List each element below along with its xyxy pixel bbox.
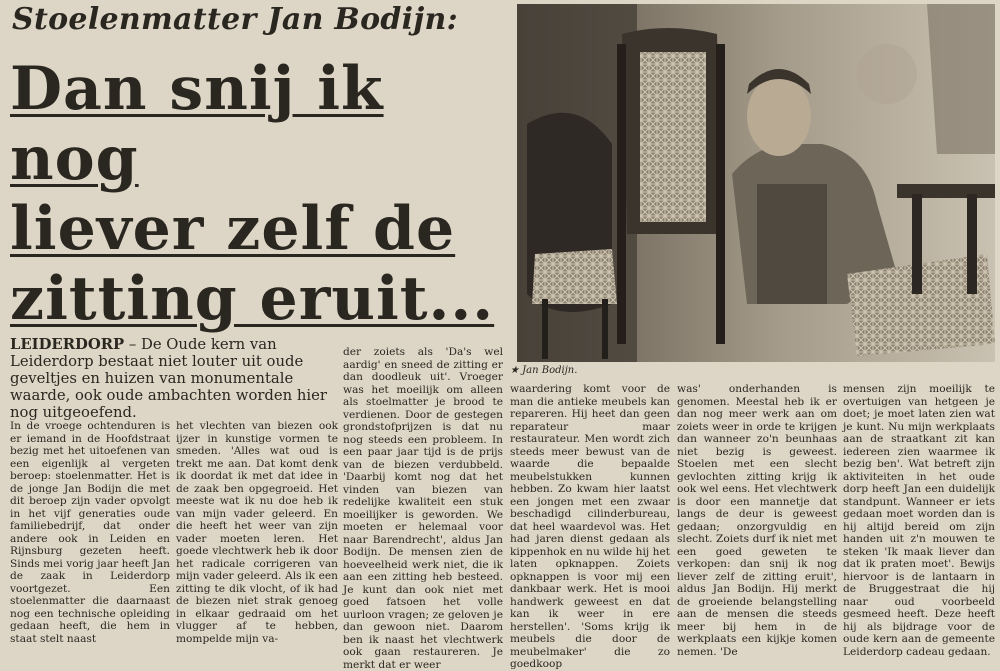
column-2-text: het vlechten van biezen ook ijzer in kunstige vormen te smeden. 'Alles wat oud is trekt me aan. Dat komt denk ik doordat ik met dat idee in de zaak ben opgegroeid. Het meeste wat ik nu doe heb ik van mijn vader geleerd. En die heeft het weer van zijn vader moeten leren. Het goede vlechtwerk heb ik door het radicale corrigeren van mijn vader geleerd. Als ik een zitting te dik vlocht, of ik had de biezen niet strak genoeg in elkaar gedraaid om het vlugger af te hebben, mompelde mijn va- xyxy=(176,420,338,645)
photo-stoelenmatter xyxy=(517,4,995,362)
article-column-4 xyxy=(510,383,670,670)
column-1-text: In de vroege ochtenduren is er iemand in de Hoofdstraat bezig met het uitoefenen van een eigenlijk al vergeten beroep: stoelenmatter. Het is de jonge Jan Bodijn die met dit beroep zijn vader opvolgt in het vijf generaties oude familiebedrijf, dat onder andere ook in Leiden en Rijnsburg gezeten heeft. Sinds mei vorig jaar heeft Jan de zaak in Leiderdorp voortgezet. Een stoelenmatter die daarnaast nog een technische opleiding gedaan heeft, die hem in staat stelt naast xyxy=(10,420,170,645)
headline-line-2: liever zelf de xyxy=(10,194,456,264)
article-column-3 xyxy=(343,346,503,671)
photo-illustration xyxy=(517,4,995,362)
article-column-5 xyxy=(677,383,837,658)
headline xyxy=(10,54,510,334)
column-4-text: waardering komt voor de man die antieke meubels kan repareren. Hij heet dan geen reparateur maar restaurateur. Men wordt zich steeds meer bewust van de waarde die bepaalde meubelstukken kunnen hebben. Zo kwam hier laatst een jongen met een zwaar beschadigd cilinderbureau, dat heel waardevol was. Het had jaren dienst gedaan als kippenhok en nu wilde hij het laten opknappen. Zoiets opknappen is voor mij een dankbaar werk. Het is mooi handwerk geweest en dat kan ik weer in ere herstellen'. 'Soms krijg ik meubels die door de meubelmaker' die zo goedkoop xyxy=(510,383,670,670)
lede-paragraph xyxy=(10,336,340,421)
dateline: LEIDERDORP xyxy=(10,336,125,353)
photo-caption: ★ Jan Bodijn. xyxy=(510,365,578,376)
kicker-title: Stoelenmatter Jan Bodijn: xyxy=(12,2,459,37)
column-6-text: mensen zijn moeilijk te overtuigen van hetgeen je doet; je moet laten zien wat je kunt. Nu mijn werkplaats aan de straatkant zit kan iedereen zien waarmee ik bezig ben'. Wat betreft zijn aktiviteiten in het oude dorp heeft Jan een duidelijk standpunt. Wanneer er iets gedaan moet worden dan is hij altijd bereid om zijn handen uit z'n mouwen te steken 'Ik maak liever dan dat ik praten moet'. Bewijs hiervoor is de lantaarn in de Bruggestraat die hij naar oud voorbeeld gesmeed heeft. Deze heeft hij als bijdrage voor de oude kern aan de gemeente Leiderdorp cadeau gedaan. xyxy=(843,383,995,658)
headline-line-3: zitting eruit... xyxy=(10,264,495,334)
lede-text: – De Oude kern van Leiderdorp bestaat niet louter uit oude geveltjes en huizen van monumentale waarde, ook oude ambachten worden hier nog uitgeoefend. xyxy=(10,336,327,421)
headline-line-1: Dan snij ik nog xyxy=(10,54,384,194)
column-5-text: was' onderhanden is genomen. Meestal heb ik er dan nog meer werk aan om zoiets weer in orde te krijgen dan wanneer zo'n beunhaas niet bezig is geweest. Stoelen met een slecht gevlochten zitting krijg ik ook wel eens. Het vlechtwerk is door een mannetje dat langs de deur is geweest gedaan; onzorgvuldig en slecht. Zoiets durf ik niet met een goed geweten te verkopen: dan snij ik nog liever zelf de zitting eruit', aldus Jan Bodijn. Hij merkt de groeiende belangstelling aan de mensen die steeds meer bij hem in de werkplaats een kijkje komen nemen. 'De xyxy=(677,383,837,658)
article-column-1 xyxy=(10,420,170,645)
article-column-2 xyxy=(176,420,338,645)
column-3-text: der zoiets als 'Da's wel aardig' en sneed de zitting er dan doodleuk uit'. Vroeger was het moeilijk om alleen als stoelmatter je brood te verdienen. Door de gestegen grondstofprijzen is dat nu nog steeds een probleem. In een paar jaar tijd is de prijs van de biezen verdubbeld. 'Daarbij komt nog dat het vinden van biezen van redelijke kwaliteit een stuk moeilijker is geworden. We moeten er helemaal voor naar Barendrecht', aldus Jan Bodijn. De mensen zien de hoeveelheid werk niet, die ik aan een zitting heb besteed. Je kunt dan ook niet met goed fatsoen het volle uurloon vragen; ze geloven je dan gewoon niet. Daarom ben ik naast het vlechtwerk ook gaan restaureren. Je merkt dat er weer xyxy=(343,346,503,671)
article-column-6 xyxy=(843,383,995,658)
